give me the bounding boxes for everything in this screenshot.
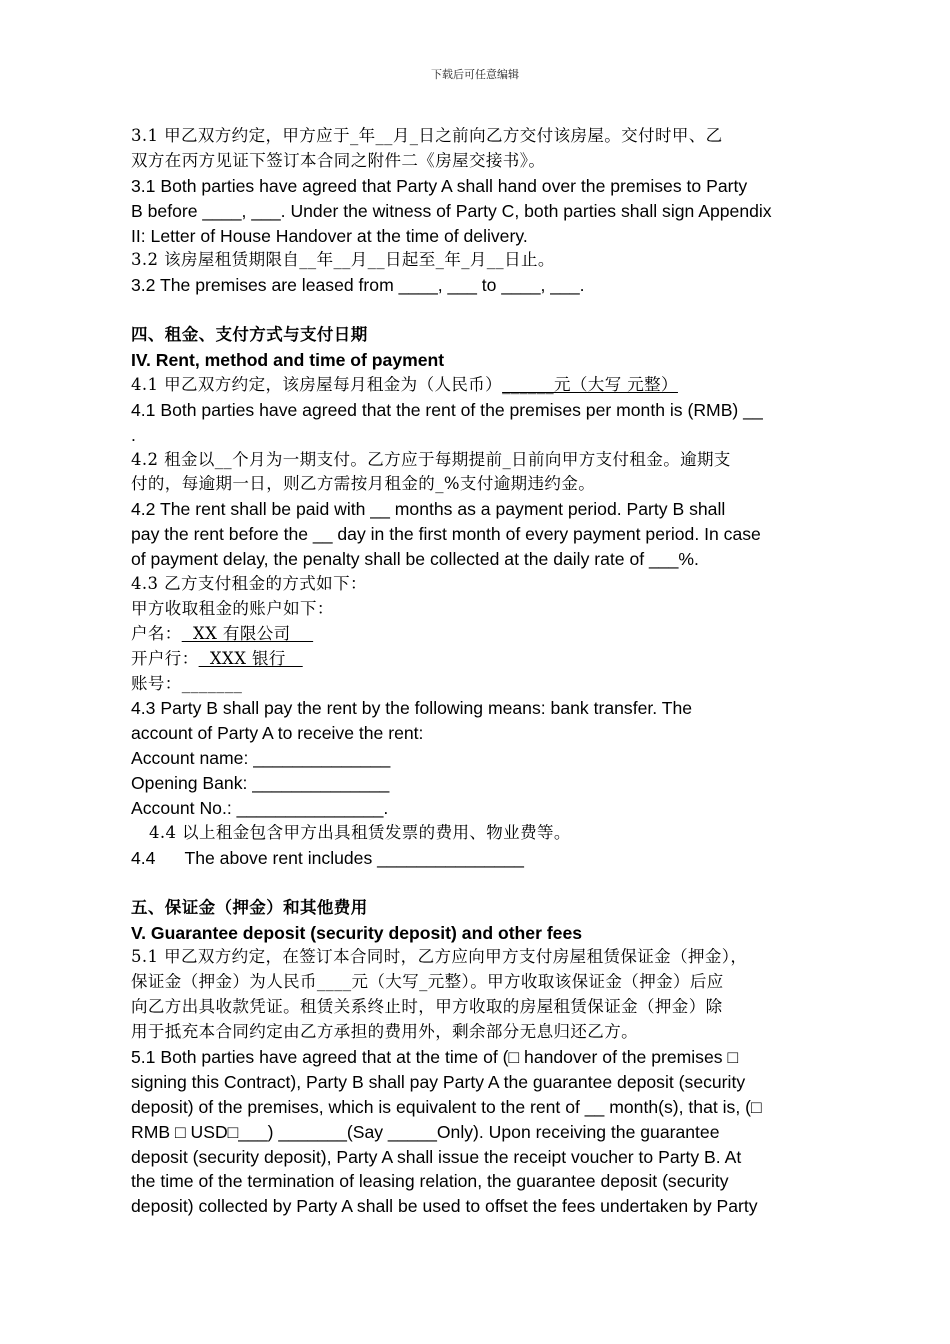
para-4-1-cn-text: 4.1 甲乙双方约定，该房屋每月租金为（人民币） [131, 374, 503, 394]
para-4-2-en-line1: 4.2 The rent shall be paid with __ months as a payment period. Party B shall [131, 499, 726, 520]
section-5-heading-cn: 五、保证金（押金）和其他费用 [131, 897, 368, 917]
para-4-2-en-line2: pay the rent before the __ day in the first month of every payment period. In case [131, 524, 761, 545]
para-5-1-cn-line3: 向乙方出具收款凭证。租赁关系终止时，甲方收取的房屋租赁保证金（押金）除 [131, 997, 723, 1017]
para-4-2-cn-line1: 4.2 租金以__个月为一期支付。乙方应于每期提前_日前向甲方支付租金。逾期支 [131, 449, 731, 469]
para-4-2-cn-line2: 付的，每逾期一日，则乙方需按月租金的_%支付逾期违约金。 [131, 474, 596, 494]
para-3-2-en: 3.2 The premises are leased from ____, ___ to ____, ___. [131, 275, 585, 296]
account-intro-cn: 甲方收取租金的账户如下： [131, 598, 334, 618]
para-3-1-en-line3: II: Letter of House Handover at the time of delivery. [131, 225, 528, 246]
para-4-2-en-line3: of payment delay, the penalty shall be collected at the daily rate of ___%. [131, 549, 699, 570]
para-4-1-cn [131, 373, 831, 398]
para-3-1-en-line1: 3.1 Both parties have agreed that Party A shall hand over the premises to Party [131, 175, 748, 196]
account-name-value: XX 有限公司 [181, 623, 314, 643]
para-5-1-en-line7: deposit) collected by Party A shall be used to offset the fees undertaken by Party [131, 1196, 758, 1217]
account-no-en: Account No.: _______________. [131, 798, 389, 819]
para-5-1-en-line3: deposit) of the premises, which is equivalent to the rent of __ month(s), that is, (□ [131, 1096, 762, 1117]
section-4-heading-cn: 四、租金、支付方式与支付日期 [131, 325, 368, 345]
para-5-1-en-line5: deposit (security deposit), Party A shall issue the receipt voucher to Party B. At [131, 1146, 742, 1167]
para-4-3-en-line1: 4.3 Party B shall pay the rent by the following means: bank transfer. The [131, 698, 693, 719]
document-body [131, 124, 831, 1219]
para-3-1-cn-line1: 3.1 甲乙双方约定，甲方应于_年__月_日之前向乙方交付该房屋。交付时甲、乙 [131, 126, 723, 145]
bank-label: 开户行： [131, 648, 199, 668]
account-name-label: 户名： [131, 623, 182, 643]
para-4-3-en-line2: account of Party A to receive the rent: [131, 723, 424, 744]
bank-cn [131, 647, 831, 672]
para-4-1-en-line1: 4.1 Both parties have agreed that the rent of the premises per month is (RMB) __ [131, 399, 763, 420]
section-4-heading-en: IV. Rent, method and time of payment [131, 350, 445, 371]
page-header: 下载后可任意编辑 [431, 68, 519, 81]
para-4-3-cn: 4.3 乙方支付租金的方式如下： [131, 574, 367, 594]
para-5-1-cn-line1: 5.1 甲乙双方约定，在签订本合同时，乙方应向甲方支付房屋租赁保证金（押金）， [131, 947, 748, 967]
account-no-blank: _______ [181, 673, 243, 693]
para-4-1-en-line2: . [131, 424, 136, 445]
account-no-cn [131, 672, 831, 697]
para-5-1-en-line2: signing this Contract), Party B shall pay Party A the guarantee deposit (security [131, 1071, 746, 1092]
account-name-en: Account name: ______________ [131, 748, 391, 769]
para-4-4-en: 4.4 The above rent includes _______________ [131, 847, 524, 868]
para-3-1-cn-line2: 双方在丙方见证下签订本合同之附件二《房屋交接书》。 [131, 150, 546, 170]
para-5-1-en-line4: RMB □ USD□___) _______(Say _____Only). Upon receiving the guarantee [131, 1121, 720, 1142]
bank-value: XXX 银行 [198, 648, 303, 668]
para-5-1-cn-line4: 用于抵充本合同约定由乙方承担的费用外，剩余部分无息归还乙方。 [131, 1022, 638, 1042]
spacer [131, 871, 831, 896]
section-5-heading-en: V. Guarantee deposit (security deposit) and other fees [131, 922, 583, 943]
para-4-4-cn: 4.4 以上租金包含甲方出具租赁发票的费用、物业费等。 [149, 822, 571, 842]
para-5-1-en-line6: the time of the termination of leasing relation, the guarantee deposit (security [131, 1171, 729, 1192]
rent-amount-field: ______元（大写 元整） [502, 374, 678, 394]
account-no-label: 账号： [131, 673, 182, 693]
spacer [131, 298, 831, 323]
para-5-1-cn-line2: 保证金（押金）为人民币____元（大写_元整）。甲方收取该保证金（押金）后应 [131, 972, 724, 992]
opening-bank-en: Opening Bank: ______________ [131, 773, 390, 794]
para-3-1-en-line2: B before ____, ___. Under the witness of Party C, both parties shall sign Appendix [131, 200, 772, 221]
account-name-cn [131, 622, 831, 647]
para-3-2-cn: 3.2 该房屋租赁期限自__年__月__日起至_年_月__日止。 [131, 250, 555, 270]
para-5-1-en-line1: 5.1 Both parties have agreed that at the time of (□ handover of the premises □ [131, 1046, 739, 1067]
